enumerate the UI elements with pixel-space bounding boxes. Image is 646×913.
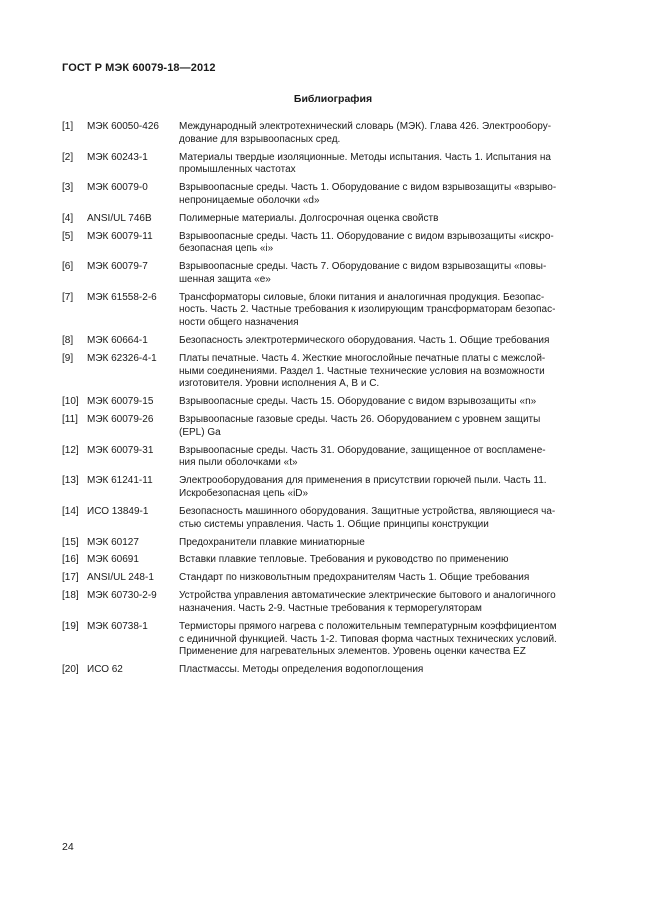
reference-entry [62,261,602,286]
reference-title-line: с единичной функцией. Часть 1-2. Типовая форма частных технических условий. [179,633,557,645]
reference-number: [15] [62,536,79,548]
reference-title [179,554,602,567]
reference-title-line: безопасная цепь «i» [179,243,274,255]
reference-title-line: Безопасность машинного оборудования. Защитные устройства, являющиеся ча- [179,505,556,517]
reference-code: МЭК 60738-1 [87,621,148,633]
reference-title [179,445,602,470]
reference-number: [4] [62,212,74,224]
reference-title [179,213,602,226]
reference-number: [1] [62,121,74,132]
reference-entry [62,396,602,409]
reference-title [179,182,602,207]
reference-code: МЭК 60664-1 [87,335,148,347]
reference-number: [5] [62,230,74,242]
reference-entry [62,182,602,207]
reference-title [179,475,602,500]
reference-title-line: ности общего назначения [179,317,299,329]
reference-number: [20] [62,664,79,676]
reference-number: [3] [62,182,74,194]
page-number: 24 [62,841,74,853]
reference-title-line: Взрывоопасные среды. Часть 31. Оборудование, защищенное от воспламене- [179,444,546,456]
reference-code: МЭК 60079-0 [87,182,148,194]
reference-code: МЭК 60050-426 [87,121,159,132]
reference-code: МЭК 60243-1 [87,151,148,163]
reference-title [179,537,602,550]
reference-code: ANSI/UL 248-1 [87,572,154,584]
reference-entry [62,475,602,500]
reference-title-line: Электрооборудования для применения в присутствии горючей пыли. Часть 11. [179,475,547,487]
reference-number: [14] [62,505,79,517]
reference-code: МЭК 61558-2-6 [87,291,157,303]
reference-code: МЭК 60079-26 [87,414,154,426]
reference-title-line: Взрывоопасные среды. Часть 1. Оборудование с видом взрывозащиты «взрыво- [179,182,557,194]
reference-title-line: Вставки плавкие тепловые. Требования и руководство по применению [179,554,509,566]
reference-title [179,231,602,256]
reference-number: [12] [62,444,79,456]
reference-title-line: Взрывоопасные среды. Часть 7. Оборудование с видом взрывозащиты «повы- [179,261,547,273]
reference-title [179,590,602,615]
reference-title-line: Устройства управления автоматические электрические бытового и аналогичного [179,590,556,602]
reference-entry [62,231,602,256]
reference-number: [18] [62,590,79,602]
reference-title-line: Платы печатные. Часть 4. Жесткие многослойные печатные платы с межслой- [179,353,546,365]
reference-entry [62,152,602,177]
document-header: ГОСТ Р МЭК 60079-18—2012 [62,62,216,74]
reference-title [179,292,602,330]
reference-title-line: ния пыли оболочками «t» [179,457,298,469]
reference-number: [11] [62,414,78,426]
reference-title-line: непроницаемые оболочки «d» [179,194,320,206]
reference-number: [10] [62,396,79,408]
reference-number: [7] [62,291,74,303]
reference-title [179,353,602,391]
reference-title [179,414,602,439]
reference-code: МЭК 60079-7 [87,261,148,273]
reference-number: [17] [62,572,79,584]
reference-title [179,506,602,531]
reference-title-line: Трансформаторы силовые, блоки питания и аналогичная продукция. Безопас- [179,291,545,303]
reference-title-line: Безопасность электротермического оборудования. Часть 1. Общие требования [179,335,550,347]
reference-title-line: Международный электротехнический словарь (МЭК). Глава 426. Электрообору- [179,121,552,132]
reference-title-line: Искробезопасная цепь «iD» [179,487,309,499]
reference-code: МЭК 62326-4-1 [87,353,157,365]
reference-number: [13] [62,475,79,487]
reference-title-line: Предохранители плавкие миниатюрные [179,536,365,548]
reference-number: [8] [62,335,74,347]
reference-title-line: Взрывоопасные среды. Часть 15. Оборудование с видом взрывозащиты «n» [179,396,537,408]
reference-entry [62,213,602,226]
reference-number: [19] [62,621,79,633]
reference-entry [62,445,602,470]
reference-title [179,152,602,177]
reference-entry [62,554,602,567]
reference-code: МЭК 60079-15 [87,396,154,408]
reference-title [179,121,602,146]
reference-code: МЭК 60691 [87,554,139,566]
bibliography-list [62,121,602,682]
reference-number: [6] [62,261,74,273]
section-title: Библиография [293,93,373,105]
reference-title-line: Полимерные материалы. Долгосрочная оценка свойств [179,212,439,224]
reference-entry [62,121,602,146]
reference-title [179,621,602,659]
reference-number: [16] [62,554,79,566]
reference-title-line: Материалы твердые изоляционные. Методы испытания. Часть 1. Испытания на [179,151,551,163]
reference-code: МЭК 60079-11 [87,230,153,242]
reference-title-line: изготовителя. Уровни исполнения А, В и С. [179,378,380,390]
reference-title-line: Взрывоопасные среды. Часть 11. Оборудование с видом взрывозащиты «искро- [179,230,554,242]
reference-title [179,572,602,585]
reference-title-line: (EPL) Ga [179,426,221,438]
reference-title [179,261,602,286]
reference-entry [62,414,602,439]
reference-code: ANSI/UL 746B [87,212,152,224]
reference-title-line: шенная защита «е» [179,273,271,285]
reference-title-line: стью системы управления. Часть 1. Общие принципы конструкции [179,518,489,530]
reference-title-line: Применение для нагревательных элементов. Уровень оценки качества EZ [179,646,526,658]
reference-code: ИСО 13849-1 [87,505,149,517]
reference-code: МЭК 61241-11 [87,475,153,487]
reference-title-line: Пластмассы. Методы определения водопоглощения [179,664,424,676]
reference-title-line: дование для взрывоопасных сред. [179,133,341,145]
reference-entry [62,353,602,391]
reference-code: МЭК 60127 [87,536,139,548]
reference-title-line: Стандарт по низковольтным предохранителям Часть 1. Общие требования [179,572,530,584]
reference-title [179,664,602,677]
reference-title-line: Взрывоопасные газовые среды. Часть 26. Оборудованием с уровнем защиты [179,414,541,426]
reference-code: МЭК 60730-2-9 [87,590,157,602]
reference-title-line: промышленных частотах [179,164,296,176]
reference-entry [62,664,602,677]
reference-title-line: ность. Часть 2. Частные требования к изолирующим трансформаторам безопас- [179,304,556,316]
reference-title [179,335,602,348]
reference-entry [62,292,602,330]
reference-title-line: назначения. Часть 2-9. Частные требования к терморегуляторам [179,603,482,615]
reference-title [179,396,602,409]
reference-entry [62,537,602,550]
reference-title-line: ными соединениями. Раздел 1. Частные технические условия на возможности [179,365,545,377]
reference-code: МЭК 60079-31 [87,444,154,456]
reference-entry [62,506,602,531]
reference-entry [62,335,602,348]
reference-entry [62,572,602,585]
reference-entry [62,590,602,615]
reference-entry [62,621,602,659]
reference-title-line: Термисторы прямого нагрева с положительным температурным коэффициентом [179,621,557,633]
reference-number: [9] [62,353,74,365]
reference-number: [2] [62,151,74,163]
reference-code: ИСО 62 [87,664,123,676]
